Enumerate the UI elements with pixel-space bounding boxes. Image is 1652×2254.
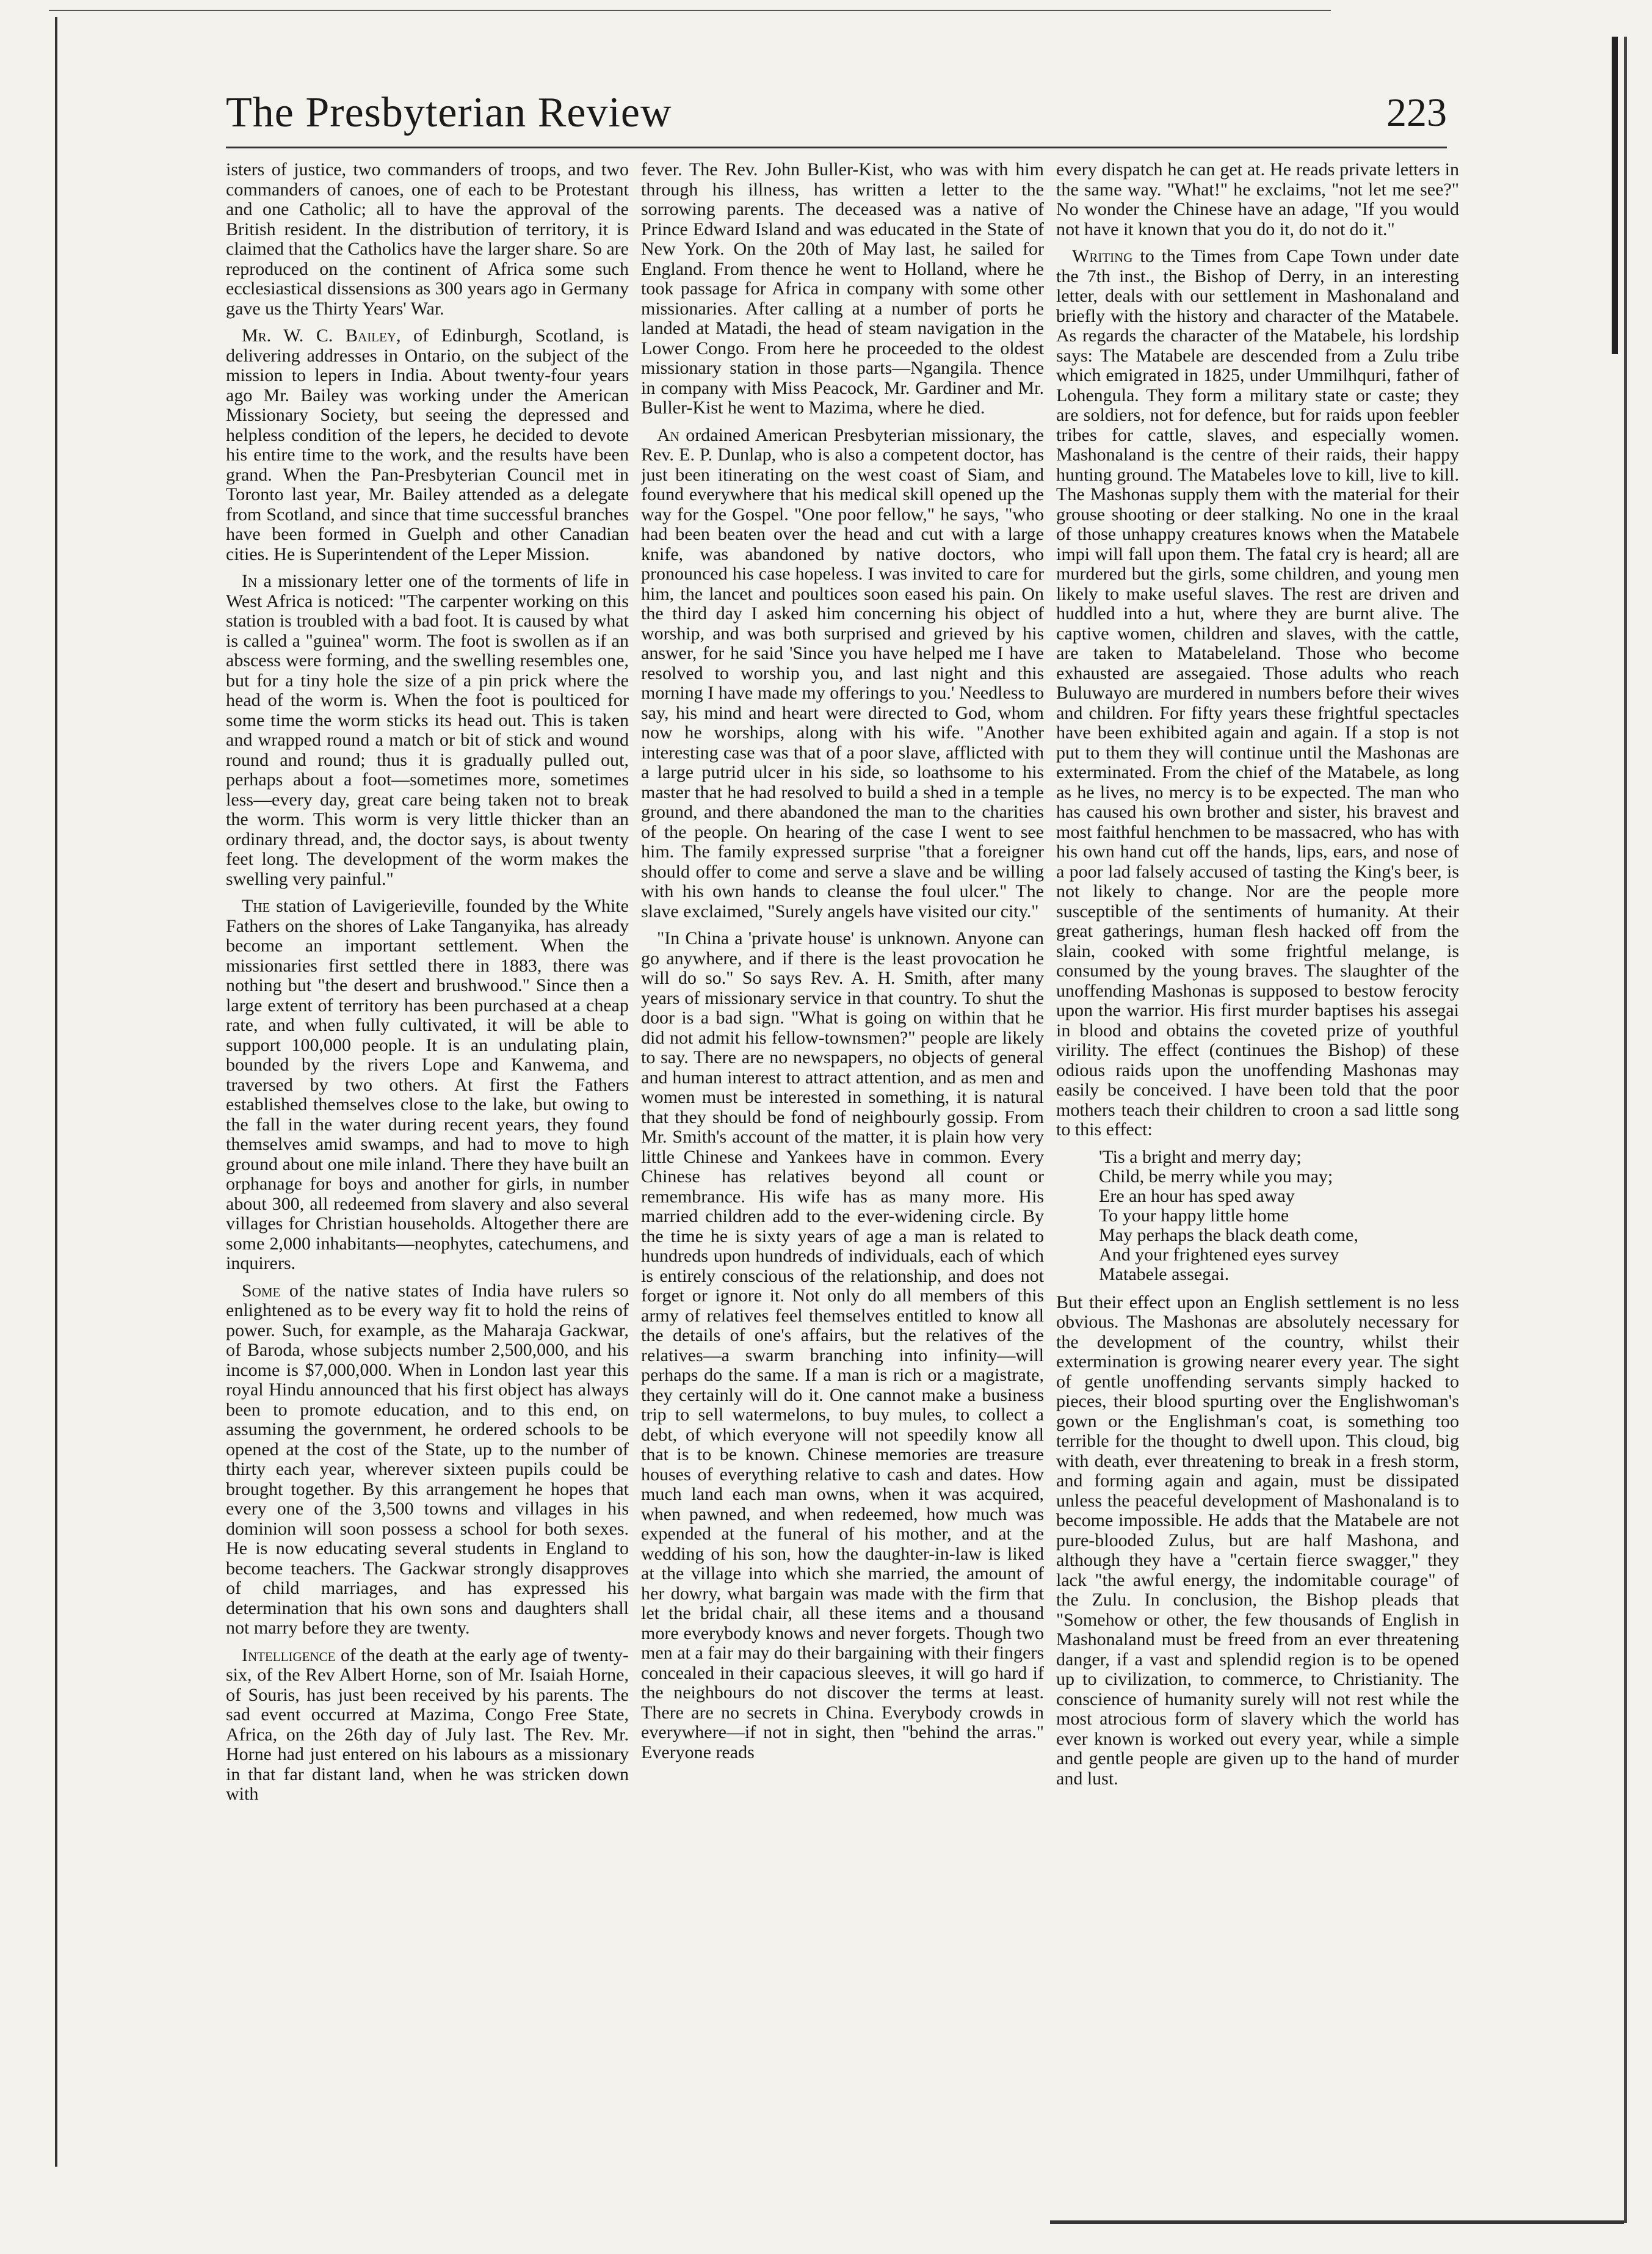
poem-line: And your frightened eyes survey [1099,1244,1339,1265]
lead-in: Intelligence [242,1645,336,1665]
paragraph: "In China a 'private house' is unknown. Anyone can go anywhere, and if there is the least provocation he will do so." So says Rev. A. H. Smith, after many years of missionary service in that country. To shut the door is a bad sign. "What is going on within that he did not admit his fellow-townsmen?" people are likely to say. There are no newspapers, no objects of general and human interest to attract attention, and as men and women must be interested in something, it is natural that they should be fond of neighbourly gossip. From Mr. Smith's account of the matter, it is plain how very little Chinese and Yankees have in common. Every Chinese has relatives beyond all count or remembrance. His wife has as many more. His married children add to the ever-widening circle. By the time he is sixty years of age a man is related to hundreds upon hundreds of individuals, each of which is entirely conscious of the relationship, and does not forget or ignore it. Not only do all members of this army of relatives feel themselves entitled to know all the details of one's affairs, but the relatives of the relatives—a swarm branching into infinity—will perhaps do the same. If a man is rich or a magistrate, they certainly will do it. One cannot make a business trip to sell watermelons, to buy mules, to collect a debt, of which everyone will not speedily know all that is to be known. Chinese memories are treasure houses of everything relative to cash and dates. How much land each man owns, when it was acquired, when pawned, and when redeemed, how much was expended at the funeral of his mother, and at the wedding of his son, how the daughter-in-law is liked at the village into which she married, the amount of her dowry, what bargain was made with the firm that let the bridal chair, all these items and a thousand more everybody knows and never forgets. Though two men at a fair may do their bargaining with their fingers concealed in their capacious sleeves, it will go hard if the neighbours do not discover the terms at least. There are no secrets in China. Everybody crowds in everywhere—if not in sight, then "behind the arras." Everyone reads [641,928,1044,1762]
paragraph-body: ordained American Presbyterian missionary, the Rev. E. P. Dunlap, who is also a competent doctor, has just been itinerating on the west coast of Siam, and found everywhere that his medical skill opened up the way for the Gospel. "One poor fellow," he says, "who had been beaten over the head and cut with a large knife, was abandoned by native doctors, who pronounced his case hopeless. I was invited to care for him, the lancet and poultices soon eased his pain. On the third day I asked him concerning his object of worship, and was both surprised and grieved by his answer, for he said 'Since you have helped me I have resolved to worship you, and last night and this morning I have made my offerings to you.' Needless to say, his mind and heart were directed to God, whom now he worships, along with his wife. "Another interesting case was that of a poor slave, afflicted with a large putrid ulcer in his side, so loathsome to his master that he had resolved to build a shed in a temple ground, and there abandoned the man to the charities of the people. On hearing of the case I went to see him. The family expressed surprise "that a foreigner should offer to come and serve a slave and be willing with his own hands to cleanse the foul ulcer." The slave exclaimed, "Surely angels have visited our city." [641,424,1044,922]
paragraph-body: to the Times from Cape Town under date the 7th inst., the Bishop of Derry, in an interesting letter, deals with our settlement in Mashonaland and briefly with the history and character of the Matabele. As regards the character of the Matabele, his lordship says: The Matabele are descended from a Zulu tribe which emigrated in 1825, under Ummilhquri, father of Lohengula. They form a military state or caste; they are soldiers, not for defence, but for raids upon feebler tribes for cattle, slaves, and especially women. Mashonaland is the centre of their raids, their happy hunting ground. The Matabeles love to kill, live to kill. The Mashonas supply them with the material for their grouse shooting or deer stalking. No one in the kraal of those unhappy creatures knows when the Matabele impi will fall upon them. The fatal cry is heard; all are murdered but the girls, some children, and young men likely to make useful slaves. The rest are driven and huddled into a hut, where they are burnt alive. The captive women, children and slaves, with the cattle, are taken to Matabeleland. Those who become exhausted are assegaied. Those adults who reach Buluwayo are murdered in numbers before their wives and children. For fifty years these frightful spectacles have been exhibited again and again. If a stop is not put to them they will continue until the Mashonas are exterminated. From the chief of the Matabele, as long as he lives, no mercy is to be expected. The man who has caused his own brother and sister, his bravest and most faithful henchmen to be massacred, who has with his own hand cut off the hands, lips, ears, and nose of a poor lad falsely accused of tasting the King's beer, is not likely to change. Nor are the people more susceptible of the sentiments of humanity. At their great gatherings, human flesh hacked off from the slain, cooked with some frightful melange, is consumed by the young braves. The slaughter of the unoffending Mashonas is supposed to bestow ferocity upon the warrior. His first murder baptises his assegai in blood and obtains the coveted prize of youthful virility. The effect (continues the Bishop) of these odious raids upon the unoffending Mashonas may easily be conceived. I have been told that the poor mothers teach their children to croon a sad little song to this effect: [1056,246,1459,1140]
paragraph-body: of Edinburgh, Scotland, is delivering addresses in Ontario, on the subject of the mission to lepers in India. About twenty-four years ago Mr. Bailey was working under the American Missionary Society, but seeing the depressed and helpless condition of the lepers, he decided to devote his entire time to the work, and the results have been grand. When the Pan-Presbyterian Council met in Toronto last year, Mr. Bailey attended as a delegate from Scotland, and since that time successful branches have been formed in Guelph and other Canadian cities. He is Superintendent of the Leper Mission. [226,325,629,564]
paragraph [226,326,629,564]
poem [1099,1147,1459,1284]
poem-line: 'Tis a bright and merry day; [1099,1146,1302,1167]
paragraph-body: of the native states of India have rulers so enlightened as to be every way fit to hold the reins of power. Such, for example, as the Maharaja Gackwar, of Baroda, whose subjects number 2,500,000, and his income is $7,000,000. When in London last year this royal Hindu announced that his first object has always been to promote education, and to this end, on assuming the government, he ordered schools to be opened at the cost of the State, up to the number of thirty each year, wherever sixteen pupils could be brought together. By this arrangement he hopes that every one of the 3,500 towns and villages in his dominion will soon possess a school for both sexes. He is now educating several students in England to become teachers. The Gackwar strongly disapproves of child marriages, and has expressed his determination that his own sons and daughters shall not marry before they are twenty. [226,1280,629,1638]
paragraph-body: a missionary letter one of the torments of life in West Africa is noticed: "The carpenter working on this station is troubled with a bad foot. It is caused by what is called a "guinea" worm. The foot is swollen as if an abscess were forming, and the swelling resembles one, but for a tiny hole the size of a pin prick where the head of the worm is. When the foot is poulticed for some time the worm sticks its head out. This is taken and wrapped round a match or bit of stick and wound round and round; thus it is gradually pulled out, perhaps about a foot—sometimes more, sometimes less—every day, great care being taken not to break the worm. This worm is very little thicker than an ordinary thread, and, the doctor says, is about twenty feet long. The development of the worm makes the swelling very painful." [226,571,629,889]
lead-in: Writing [1072,246,1133,266]
left-margin-rule [55,17,57,2167]
text-column-1 [226,160,629,2194]
top-border-rule [49,10,1331,11]
paragraph [1056,247,1459,1140]
journal-title: The Presbyterian Review [226,89,672,136]
lead-in: The [242,896,270,916]
paragraph [226,1281,629,1638]
poem-line: Child, be merry while you may; [1099,1166,1333,1187]
lead-in: In [242,571,258,591]
right-edge-rule [1624,37,1627,2223]
paragraph: every dispatch he can get at. He reads private letters in the same way. "What!" he exclaims, "not let me see?" No wonder the Chinese have an adage, "If you would not have it known that you do it, do not do it." [1056,160,1459,239]
lead-in: An [657,424,679,445]
page-number: 223 [1386,90,1447,135]
poem-line: To your happy little home [1099,1205,1289,1226]
bottom-border-rule [1050,2220,1624,2224]
paragraph: fever. The Rev. John Buller-Kist, who was with him through his illness, has written a letter to the sorrowing parents. The deceased was a native of Prince Edward Island and was educated in the State of New York. On the 20th of May last, he sailed for England. From thence he went to Holland, where he took passage for Africa in company with some other missionaries. After calling at a number of ports he landed at Matadi, the head of steam navigation in the Lower Congo. From here he proceeded to the oldest missionary station in those parts—Ngangila. Thence in company with Miss Peacock, Mr. Gardiner and Mr. Buller-Kist he went to Mazima, where he died. [641,160,1044,418]
page-header [226,85,1447,140]
paragraph: isters of justice, two commanders of troops, and two commanders of canoes, one of each to be Protestant and one Catholic; all to have the approval of the British resident. In the distribution of territory, it is claimed that the Catholics have the larger share. So are reproduced on the continent of Africa some such ecclesiastical dissensions as 300 years ago in Germany gave us the Thirty Years' War. [226,160,629,319]
paragraph [226,572,629,889]
paragraph [641,426,1044,922]
paragraph [226,1646,629,1805]
paragraph: But their effect upon an English settlement is no less obvious. The Mashonas are absolutely necessary for the development of the country, whilst their extermination is growing nearer every year. The sight of gentle unoffending servants simply hacked to pieces, their blood spurting over the Englishwoman's gown or the Englishman's coat, is something too terrible for the thought to dwell upon. This cloud, big with death, ever threatening to break in a fresh storm, and forming again and again, must be dissipated unless the peaceful development of Mashonaland is to become impossible. He adds that the Matabele are not pure-blooded Zulus, but are half Mashona, and although they have a "certain fierce swagger," they lack "the awful energy, the indomitable courage" of the Zulu. In conclusion, the Bishop pleads that "Somehow or other, the few thousands of English in Mashonaland must be freed from an ever threatening danger, if a vast and splendid region is to be opened up to civilization, to commerce, to Christianity. The conscience of humanity surely will not rest while the most atrocious form of slavery which the world has ever known is worked out every year, while a simple and gentle people are given up to the hand of murder and lust. [1056,1292,1459,1789]
lead-in: Mr. W. C. Bailey, [242,325,401,346]
header-rule [226,147,1447,148]
paragraph-body: station of Lavigerieville, founded by the White Fathers on the shores of Lake Tanganyika, has already become an important settlement. When the missionaries first settled there in 1883, there was nothing but "the desert and brushwood." Since then a large extent of territory has been purchased at a cheap rate, and when fully cultivated, it will be able to support 100,000 people. It is an undulating plain, bounded by the rivers Lope and Kanwema, and traversed by two others. At first the Fathers established themselves close to the lake, but owing to the fall in the water during recent years, they found themselves amid swamps, and had to move to high ground about one mile inland. There they have built an orphanage for boys and another for girls, in number about 300, all redeemed from slavery and also several villages for Christian households. Altogether there are some 2,000 inhabitants—neophytes, catechumens, and inquirers. [226,896,629,1273]
paragraph-body: of the death at the early age of twenty-six, of the Rev Albert Horne, son of Mr. Isaiah Horne, of Souris, has just been received by his parents. The sad event occurred at Mazima, Congo Free State, Africa, on the 26th day of July last. The Rev. Mr. Horne had just entered on his labours as a missionary in that far distant land, when he was stricken down with [226,1645,629,1804]
text-column-2 [641,160,1044,2194]
poem-line: Matabele assegai. [1099,1263,1230,1284]
lead-in: Some [242,1280,281,1301]
right-edge-mark [1612,37,1618,354]
poem-line: May perhaps the black death come, [1099,1224,1358,1245]
text-column-3 [1056,160,1459,2194]
paragraph [226,896,629,1274]
poem-line: Ere an hour has sped away [1099,1185,1295,1206]
